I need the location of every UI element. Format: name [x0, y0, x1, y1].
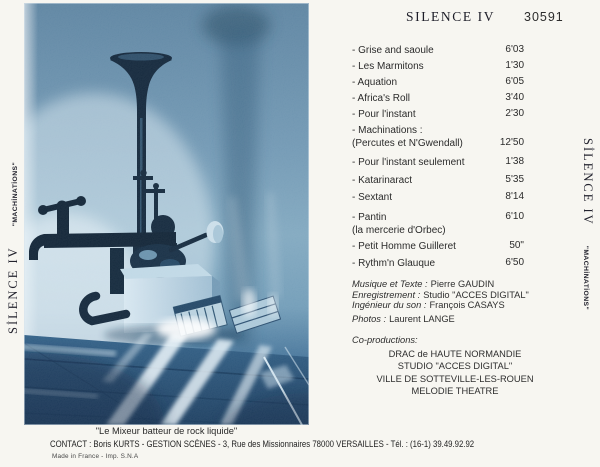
- track-name: - Katarinaract: [352, 175, 413, 186]
- track-row: [352, 211, 524, 237]
- track-duration: 1'38: [505, 156, 524, 167]
- track-duration: 6'10: [505, 211, 524, 222]
- track-name: - Machinations :: [352, 125, 423, 136]
- catalog-number: 30591: [524, 10, 564, 24]
- credits-block: [352, 279, 529, 324]
- track-name: - Pantin: [352, 212, 387, 223]
- track-name: - Rythm'n Glauque: [352, 258, 436, 269]
- credit-label: Musique et Texte :: [352, 279, 428, 289]
- credit-value: Pierre GAUDIN: [430, 279, 495, 289]
- credit-label: Ingénieur du son :: [352, 300, 427, 311]
- track-name: - Grise and saoule: [352, 45, 434, 56]
- contact-line: CONTACT : Boris KURTS - GESTION SCÈNES - 3, Rue des Missionnaires 78000 VERSAILLES - Tél. : (16-1) 39.49.92.92: [50, 439, 475, 450]
- track-name: - Sextant: [352, 192, 393, 203]
- coproduction-item: VILLE DE SOTTEVILLE-LES-ROUEN: [376, 373, 534, 384]
- track-list: [352, 0, 524, 280]
- photo-caption: "Le Mixeur batteur de rock liquide": [95, 426, 238, 436]
- coproduction-item: STUDIO "ACCES DIGITAL": [397, 361, 513, 372]
- track-name: - Pour l'instant seulement: [352, 157, 465, 168]
- track-name: - Les Marmitons: [352, 61, 424, 72]
- album-title: SILENCE IV: [406, 9, 496, 24]
- track-row: [352, 174, 524, 187]
- track-duration: 12'50: [499, 137, 524, 148]
- credit-line: [352, 314, 529, 325]
- spine-right: [579, 138, 597, 310]
- track-duration: 1'30: [505, 60, 524, 71]
- track-name-line2: (Percutes et N'Gwendall): [352, 138, 463, 149]
- credit-value: Laurent LANGE: [389, 313, 455, 324]
- track-row: [352, 44, 524, 57]
- credit-line: [352, 290, 529, 301]
- track-duration: 2'30: [505, 108, 524, 119]
- credit-label: Enregistrement :: [352, 289, 421, 300]
- coproduction-item: MELODIE THEATRE: [411, 386, 499, 397]
- track-row: [352, 191, 524, 204]
- coproduction-item: DRAC de HAUTE NORMANDIE: [388, 349, 522, 359]
- track-duration: 6'03: [505, 44, 524, 55]
- album-photo-art: [24, 3, 309, 425]
- made-in-line: Made in France - Imp. S.N.A: [52, 453, 139, 460]
- track-row: [352, 124, 524, 150]
- credit-value: François CASAYS: [429, 300, 505, 311]
- spine-right-title: SİLENCE IV: [581, 138, 595, 226]
- credit-line: [352, 279, 529, 290]
- coproductions-heading: Co-productions:: [352, 335, 418, 345]
- credit-value: Studio "ACCES DIGITAL": [423, 289, 529, 300]
- track-row: [352, 156, 524, 169]
- track-row: [352, 257, 524, 270]
- track-duration: 5'35: [505, 174, 524, 185]
- track-duration: 6'50: [505, 257, 524, 268]
- track-name: - Petit Homme Guilleret: [352, 241, 456, 252]
- track-name: - Pour l'instant: [352, 109, 416, 120]
- track-row: [352, 240, 524, 253]
- spine-left-title: SİLENCE IV: [6, 246, 20, 334]
- track-row: [352, 108, 524, 121]
- track-duration: 8'14: [505, 191, 524, 202]
- track-duration: 3'40: [505, 92, 524, 103]
- album-photo: [24, 3, 309, 425]
- credit-label: Photos :: [352, 313, 387, 324]
- spine-left-subtitle: "MACHİNATİONS": [12, 161, 19, 227]
- track-duration: 50": [509, 240, 524, 251]
- track-row: [352, 76, 524, 89]
- track-row: [352, 92, 524, 105]
- track-row: [352, 60, 524, 73]
- track-name-line2: (la mercerie d'Orbec): [352, 225, 446, 236]
- track-name: - Aquation: [352, 77, 398, 88]
- coproductions-list: [352, 348, 558, 398]
- track-duration: 6'05: [505, 76, 524, 87]
- spine-right-subtitle: "MACHİNATİONS": [582, 245, 589, 311]
- credit-line: [352, 300, 529, 311]
- track-name: - Africa's Roll: [352, 93, 411, 104]
- spine-left: [4, 162, 22, 334]
